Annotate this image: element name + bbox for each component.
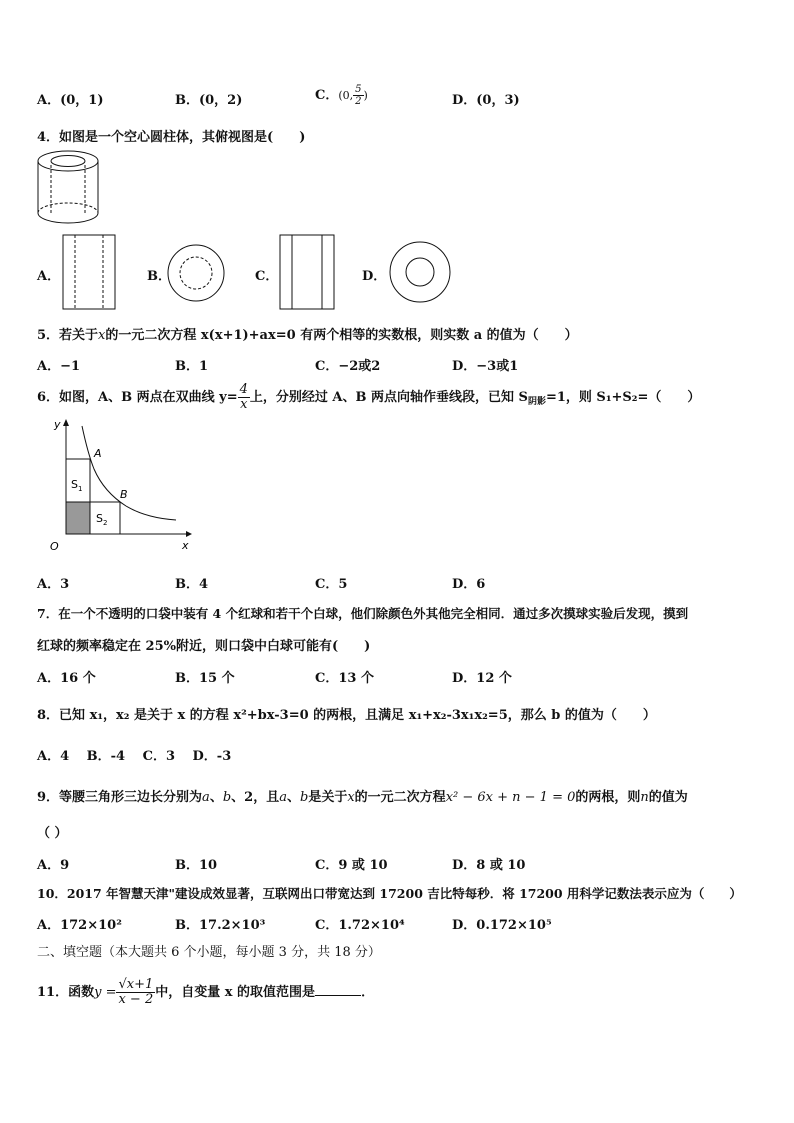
section-2-heading: 二、填空题（本大题共 6 个小题，每小题 3 分，共 18 分） (37, 945, 381, 960)
q6-axis-x: x (182, 539, 189, 552)
q4-option-c: C． (255, 269, 279, 284)
q10-option-c: C．1.72×10⁴ (315, 918, 405, 933)
q10-stem: 10．2017 年智慧天津"建设成效显著，互联网出口带宽达到 17200 吉比特每秒．将 17200 用科学记数法表示应为（ ） (37, 886, 742, 901)
q5-option-d: D．−3或1 (452, 359, 519, 374)
q5-stem-post: 的一元二次方程 x(x+1)+ax=0 有两个相等的实数根，则实数 a 的值为（ ） (105, 328, 578, 343)
q6-fraction (238, 383, 250, 412)
q6-frac-den: x (240, 397, 248, 412)
q9-mid4: 的两根，则 (575, 790, 641, 805)
q6-option-c: C．5 (315, 577, 348, 592)
q4-stem: 4．如图是一个空心圆柱体，其俯视图是( ) (37, 130, 306, 145)
q9-stem-pre: 9．等腰三角形三边长分别为 (37, 790, 203, 805)
q6-option-b: B．4 (175, 577, 209, 592)
q11-pre: 11．函数 (37, 985, 95, 1000)
q3-c-num: 5 (355, 84, 362, 95)
q9-sep2: 、2，且 (231, 790, 280, 805)
q6-stem (37, 383, 700, 412)
q6-s1-letter: S (71, 478, 78, 491)
q9-option-c: C．9 或 10 (315, 858, 388, 873)
q6-point-b: B (120, 488, 128, 501)
q6-hyperbola-graph (36, 414, 196, 554)
q3-option-c-label: C． (315, 88, 339, 103)
q5-stem-pre: 5．若关于 (37, 328, 99, 343)
q11-fraction (116, 978, 155, 1007)
q3-option-c (315, 84, 368, 107)
q6-s1 (71, 478, 82, 493)
q9-var-b-2: b (299, 790, 309, 805)
q5-option-a: A．−1 (37, 359, 81, 374)
q4-option-a: A． (37, 269, 61, 284)
q7-option-b: B．15 个 (175, 671, 235, 686)
q7-option-c: C．13 个 (315, 671, 374, 686)
q5-option-c: C．−2或2 (315, 359, 381, 374)
q6-frac-num: 4 (239, 382, 248, 397)
q9-mid3: 的一元二次方程 (354, 790, 446, 805)
q11-answer-blank[interactable] (315, 983, 361, 996)
q10-option-b: B．17.2×10³ (175, 918, 266, 933)
q9-var-x: x (347, 790, 355, 805)
q9-mid1: 、 (286, 790, 300, 805)
q9-var-a: a (202, 790, 210, 805)
q10-option-a: A．172×10² (37, 918, 122, 933)
q7-option-d: D．12 个 (452, 671, 512, 686)
q9-answer-paren: （ ） (37, 826, 68, 841)
q11-end: ． (361, 985, 375, 1000)
q6-option-a: A．3 (37, 577, 70, 592)
q11-frac-den: x − 2 (118, 992, 154, 1007)
q6-option-d: D．6 (452, 577, 486, 592)
q11-frac-num: √x+1 (118, 977, 154, 992)
q5-var-x: x (98, 328, 106, 343)
q11-stem (37, 978, 374, 1007)
q7-stem-line2: 红球的频率稳定在 25%附近，则口袋中白球可能有( ) (37, 639, 371, 654)
q9-end: 的值为 (648, 790, 688, 805)
q4-option-c-figure (278, 233, 336, 313)
q6-stem-pre: 6．如图，A、B 两点在双曲线 y= (37, 390, 238, 405)
q6-s2 (96, 512, 107, 527)
q10-option-d: D．0.172×10⁵ (452, 918, 552, 933)
q6-point-a: A (94, 447, 102, 460)
q4-option-a-figure (61, 233, 119, 313)
q5-stem (37, 324, 578, 343)
q6-s2-sub: 2 (102, 519, 108, 527)
q8-stem: 8．已知 x₁，x₂ 是关于 x 的方程 x²+bx-3=0 的两根，且满足 x₁+x₂-3x₁x₂=5，那么 b 的值为（ ） (37, 708, 656, 723)
q3-option-c-fraction (353, 84, 363, 107)
q9-var-b: b (222, 790, 232, 805)
q6-stem-post: 上，分别经过 A、B 两点向轴作垂线段，已知 S (249, 390, 528, 405)
q6-stem-end: =1，则 S₁+S₂=（ ） (545, 390, 701, 405)
q6-s2-letter: S (96, 512, 103, 525)
q3-c-den: 2 (355, 96, 362, 107)
q9-equation: x² − 6x + n − 1 = 0 (445, 790, 576, 805)
q4-option-d-figure (388, 240, 452, 304)
q3-option-c-paren: (0, (338, 89, 354, 102)
q9-option-b: B．10 (175, 858, 218, 873)
q7-stem-line1: 7．在一个不透明的口袋中装有 4 个红球和若干个白球，他们除颜色外其他完全相同．通过多次摸球实验后发现，摸到 (37, 606, 689, 621)
q7-option-a: A．16 个 (37, 671, 96, 686)
q9-stem (37, 786, 688, 805)
q11-y: y = (94, 985, 117, 1000)
q11-post: 中，自变量 x 的取值范围是 (155, 985, 316, 1000)
q6-axis-y: y (54, 418, 61, 431)
q9-mid2: 是关于 (308, 790, 348, 805)
q3-option-d: D．(0，3) (452, 93, 520, 108)
q9-option-d: D．8 或 10 (452, 858, 526, 873)
q4-option-b-figure (166, 243, 226, 303)
q4-hollow-cylinder-figure (34, 147, 104, 229)
q9-option-a: A．9 (37, 858, 70, 873)
q8-options: A．4 B．-4 C．3 D．-3 (37, 749, 232, 764)
q4-option-d: D． (362, 269, 387, 284)
q3-option-a: A．(0，1) (37, 93, 104, 108)
q6-sub-shadow: 阴影 (527, 397, 546, 407)
q3-option-b: B．(0，2) (175, 93, 243, 108)
q3-option-c-close: ) (363, 89, 368, 102)
q9-var-n: n (640, 790, 649, 805)
q4-option-b: B． (147, 269, 171, 284)
q6-origin: O (50, 540, 59, 553)
q9-var-a-2: a (279, 790, 287, 805)
q5-option-b: B．1 (175, 359, 209, 374)
q6-s1-sub: 1 (77, 485, 83, 493)
q9-sep1: 、 (209, 790, 223, 805)
